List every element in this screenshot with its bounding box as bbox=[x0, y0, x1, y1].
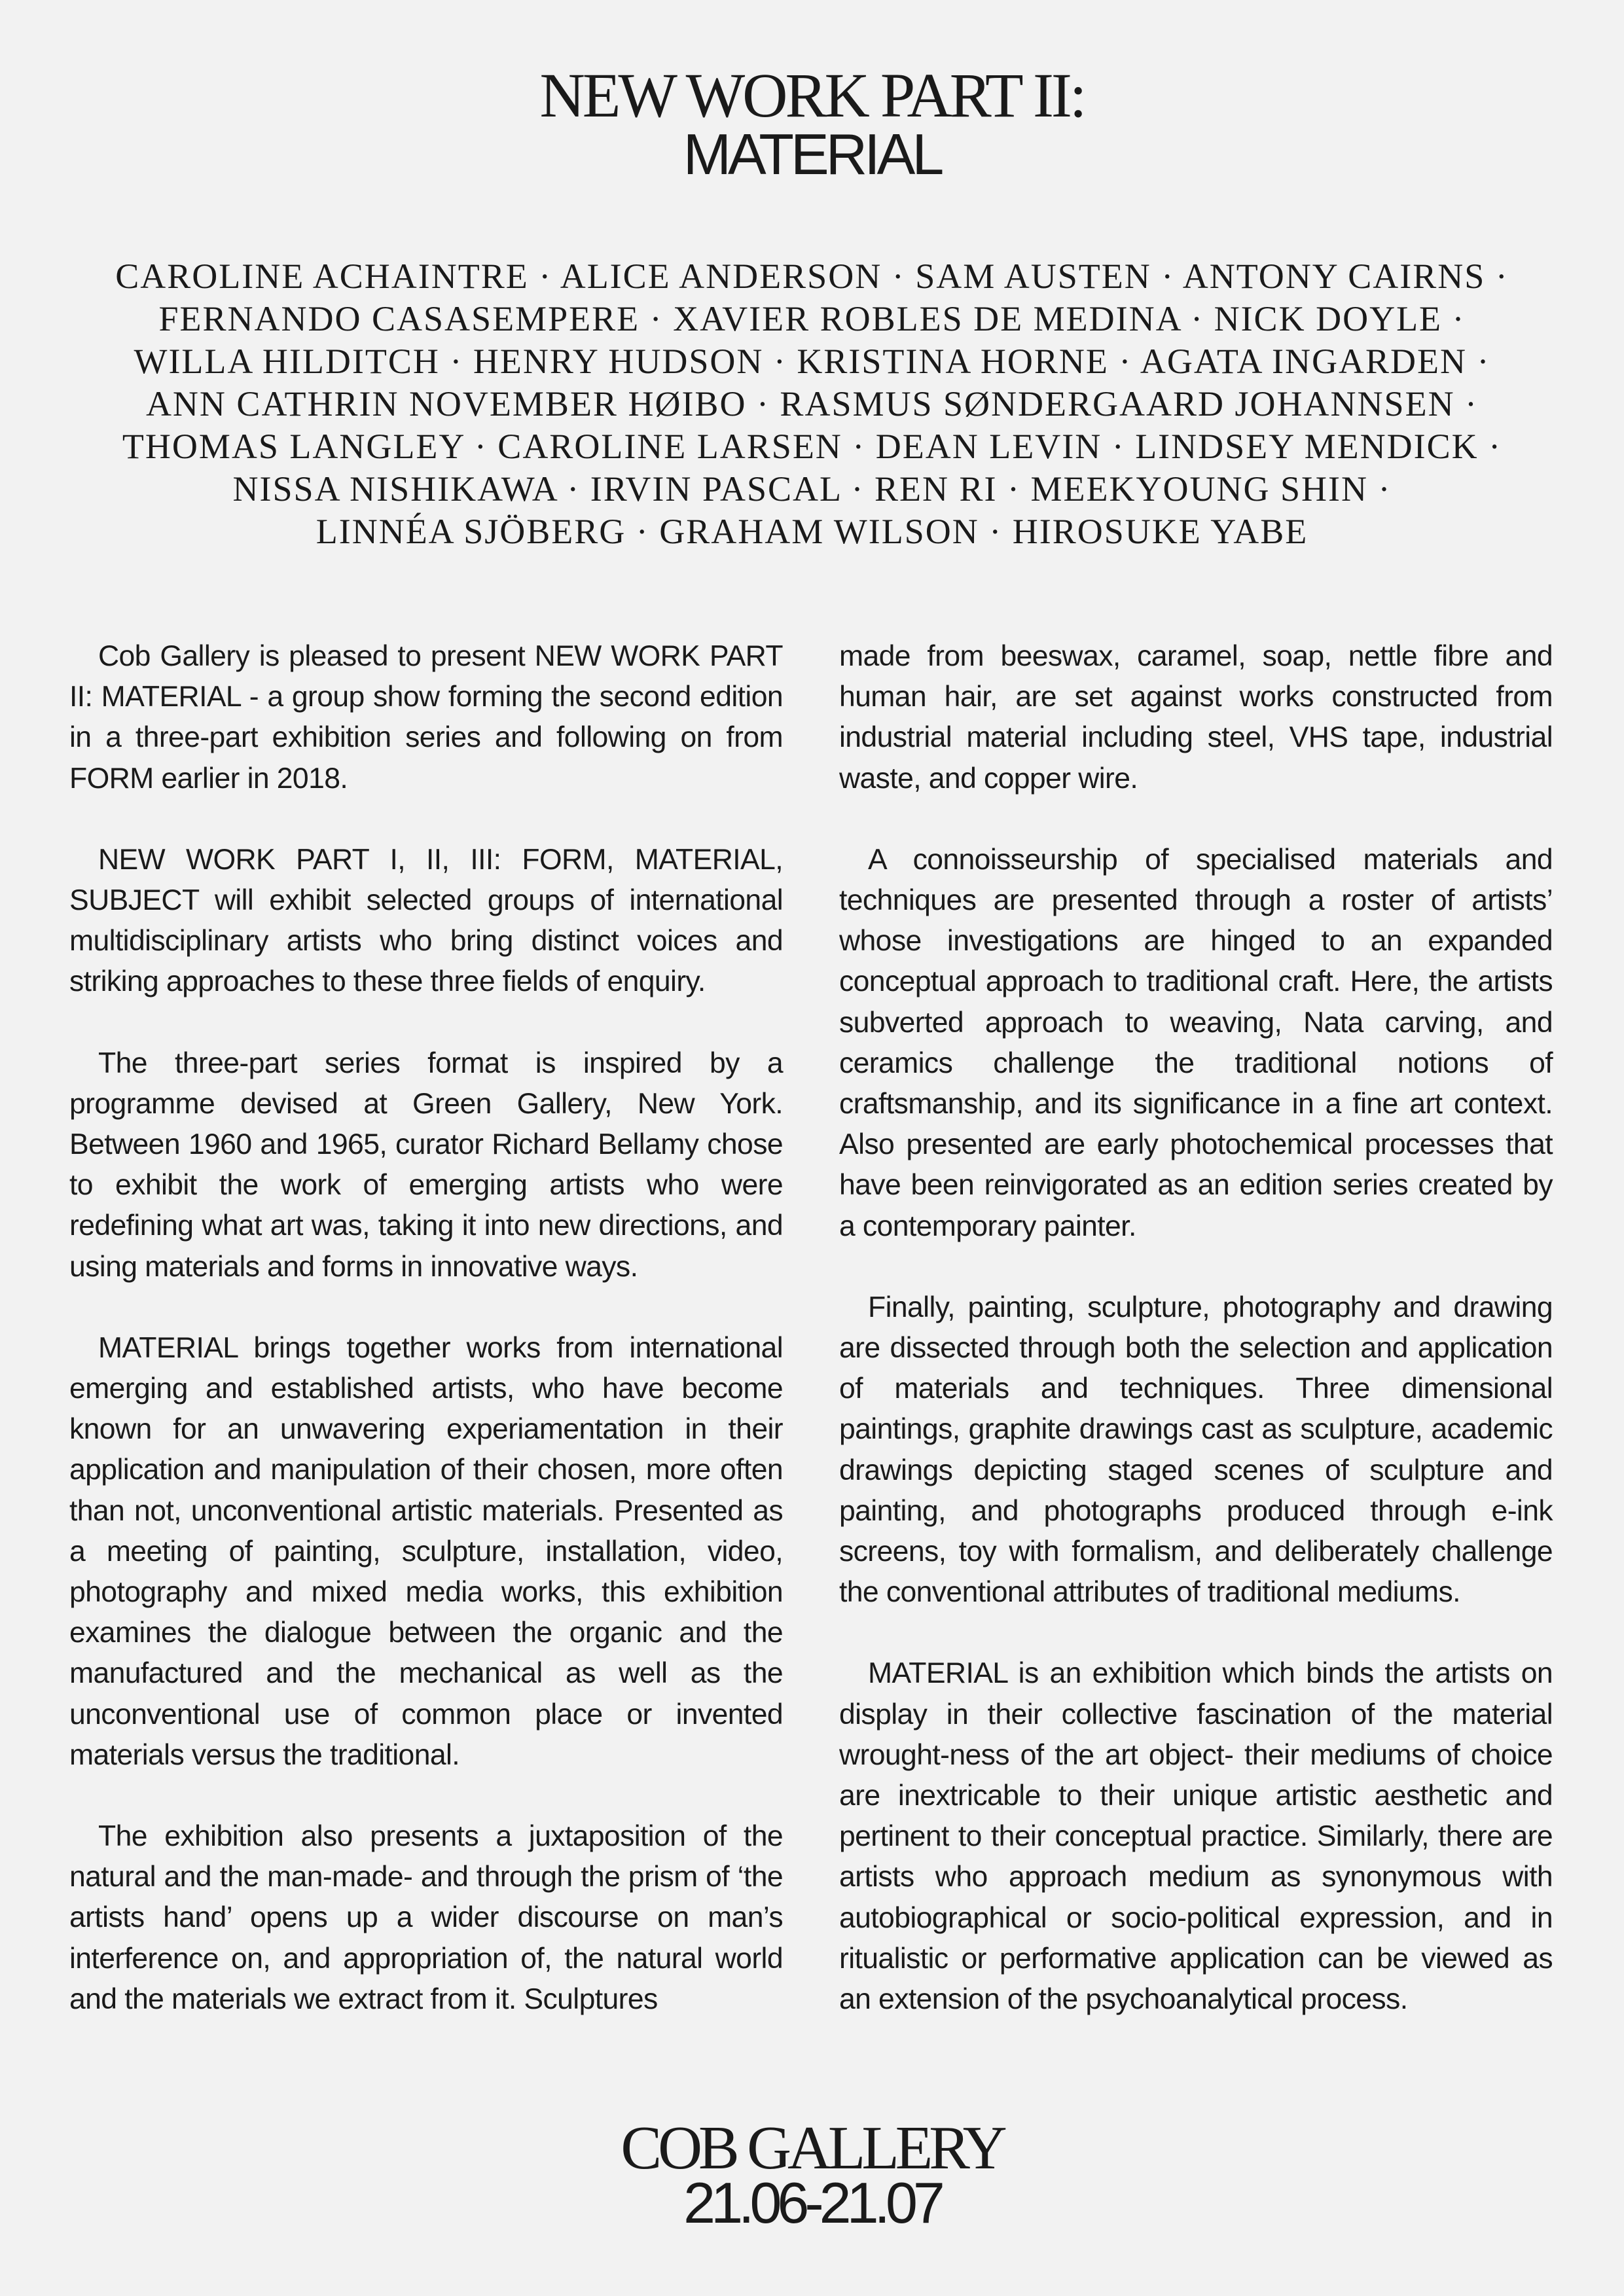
body-paragraph: The three-part series format is inspired by a programme devised at Green Gallery, New York. Between 1960 and 1965, curator Richard Bellamy chose to exhibit the work of emerging artists who were redefining what art was, taking it into new directions, and using materials and forms in innovative ways. bbox=[69, 1047, 783, 1283]
artist-line: CAROLINE ACHAINTRE · ALICE ANDERSON · SAM AUSTEN · ANTONY CAIRNS · bbox=[115, 257, 1509, 296]
artist-line: NISSA NISHIKAWA · IRVIN PASCAL · REN RI · MEEKYOUNG SHIN · bbox=[232, 469, 1392, 509]
artist-line: THOMAS LANGLEY · CAROLINE LARSEN · DEAN LEVIN · LINDSEY MENDICK · bbox=[122, 427, 1502, 466]
body-paragraph: MATERIAL brings together works from international emerging and established artists, who have become known for an unwavering experiamentation in their application and manipulation of their chosen, more often than not, unconventional artistic materials. Presented as a meeting of painting, sculpture, installation, video, photography and mixed media works, this exhibition examines the dialogue between the organic and the manufactured and the mechanical as well as the unconventional use of common place or invented materials versus the traditional. bbox=[69, 1331, 783, 1771]
body-paragraph: NEW WORK PART I, II, III: FORM, MATERIAL, SUBJECT will exhibit selected groups of international multidisciplinary artists who bring distinct voices and striking approaches to these three fields of enquiry. bbox=[69, 843, 783, 998]
gallery-name: COB GALLERY bbox=[621, 2114, 1003, 2182]
body-paragraph: Cob Gallery is pleased to present NEW WORK PART II: MATERIAL - a group show forming the second edition in a three-part exhibition series and following on from FORM earlier in 2018. bbox=[69, 640, 783, 795]
body-paragraph: MATERIAL is an exhibition which binds the artists on display in their collective fascination of the material wrought-ness of the art object- their mediums of choice are inextricable to their unique artistic aesthetic and pertinent to their conceptual practice. Similarly, there are artists who approach medium as synonymous with autobiographical or socio-political expression, and in ritualistic or performative application can be viewed as an extension of the psychoanalytical process. bbox=[839, 1657, 1553, 2016]
body-paragraph: Finally, painting, sculpture, photography and drawing are dissected through both the selection and application of materials and techniques. Three dimensional paintings, graphite drawings cast as sculpture, academic drawings depicting staged scenes of sculpture and painting, and photographs produced through e-ink screens, toy with formalism, and deliberately challenge the conventional attributes of traditional mediums. bbox=[839, 1291, 1553, 1609]
body-paragraph: The exhibition also presents a juxtaposition of the natural and the man-made- and through the prism of ‘the artists hand’ opens up a wider discourse on man’s interference on, and appropriation of, the natural world and the materials we extract from it. Sculptures bbox=[69, 1820, 783, 2015]
artist-line: FERNANDO CASASEMPERE · XAVIER ROBLES DE MEDINA · NICK DOYLE · bbox=[158, 299, 1466, 338]
exhibition-dates: 21.06-21.07 bbox=[683, 2170, 941, 2235]
body-paragraph: A connoisseurship of specialised materials and techniques are presented through a roster of artists’ whose investigations are hinged to an expanded conceptual approach to traditional craft. Here, the artists subverted approach to weaving, Nata carving, and ceramics challenge the traditional notions of craftsmanship, and its significance in a fine art context. Also presented are early photochemical processes that have been reinvigorated as an edition series created by a contemporary painter. bbox=[839, 843, 1553, 1242]
exhibition-title-material: MATERIAL bbox=[683, 122, 941, 187]
artist-line: ANN CATHRIN NOVEMBER HØIBO · RASMUS SØNDERGAARD JOHANNSEN · bbox=[145, 384, 1479, 423]
artist-list bbox=[0, 255, 1624, 553]
body-column-right bbox=[839, 636, 1553, 2060]
exhibition-title-part: NEW WORK PART II: bbox=[539, 60, 1085, 130]
artist-line: LINNÉA SJÖBERG · GRAHAM WILSON · HIROSUKE YABE bbox=[316, 512, 1308, 551]
body-paragraph: made from beeswax, caramel, soap, nettle fibre and human hair, are set against works constructed from industrial material including steel, VHS tape, industrial waste, and copper wire. bbox=[839, 640, 1553, 795]
body-column-left bbox=[69, 636, 783, 2060]
artist-line: WILLA HILDITCH · HENRY HUDSON · KRISTINA HORNE · AGATA INGARDEN · bbox=[134, 342, 1490, 381]
